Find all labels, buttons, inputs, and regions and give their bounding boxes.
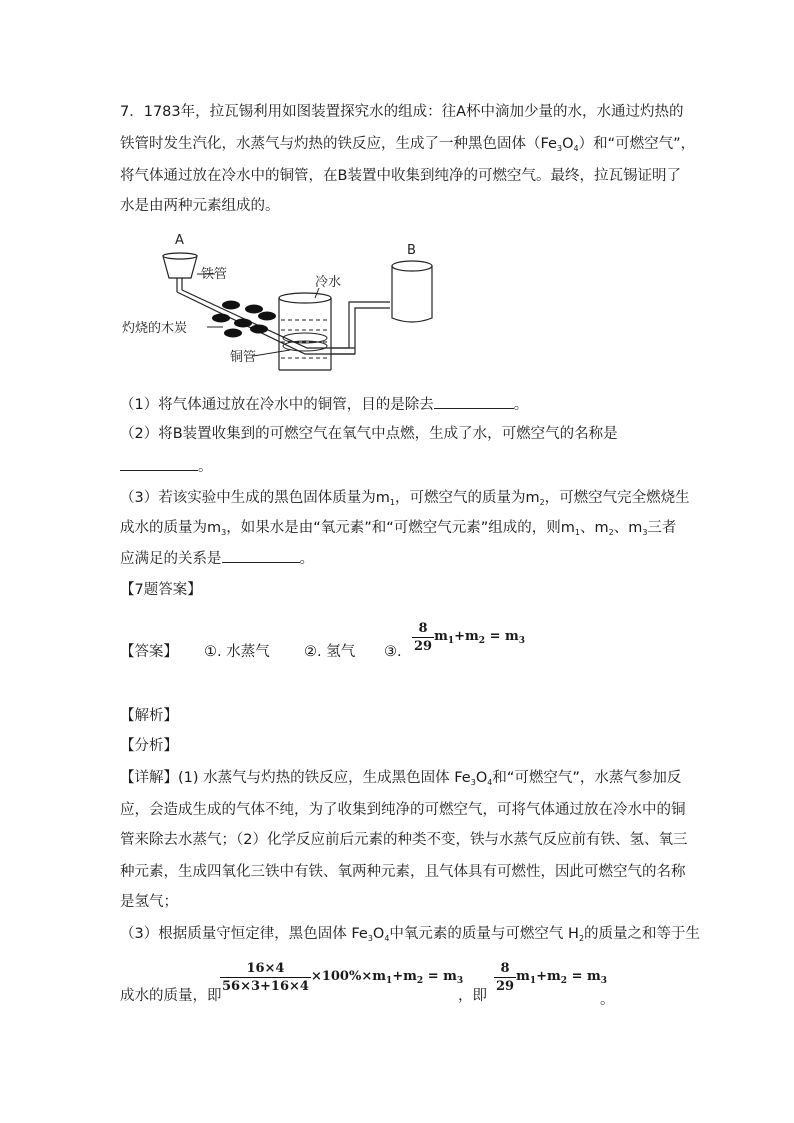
detail-1b: O (475, 770, 488, 786)
subscript: 1 (574, 528, 580, 537)
part-3-line-3 (120, 548, 314, 569)
detail-line-5: 是氢气； (120, 894, 178, 910)
detail-formula-1 (220, 960, 463, 995)
subscript: 3 (367, 934, 373, 943)
part-3d: 成水的质量为m (120, 520, 222, 536)
subscript: 2 (578, 934, 585, 943)
label-b: B (407, 243, 416, 258)
part-3-end: 。 (299, 551, 314, 567)
subscript: 2 (539, 498, 545, 507)
answer-heading: 【7题答案】 (120, 582, 202, 598)
label-charcoal: 灼烧的木炭 (122, 321, 188, 336)
question-line-3: 将气体通过放在冷水中的铜管，在B装置中收集到纯净的可燃空气。最终，拉瓦锡证明了 (120, 168, 681, 184)
answer-2: ②. 氢气 (304, 644, 356, 660)
analysis-heading: 【解析】 (120, 708, 178, 724)
detail-6d: 的质量之和等于生 (584, 926, 701, 942)
subscript: 2 (608, 528, 614, 537)
formula-term: = m (485, 629, 519, 644)
formula-term: +m (536, 969, 561, 984)
answer-blank[interactable] (434, 394, 514, 409)
question-line-2 (120, 134, 695, 159)
detail-6c: 中氧元素的质量与可燃空气 H (389, 926, 579, 942)
part-3i: 应满足的关系是 (120, 551, 222, 567)
detail-line-6 (120, 924, 700, 949)
formula-term: +m (392, 969, 417, 984)
subscript: 2 (478, 636, 486, 646)
part-3f: 、m (579, 520, 609, 536)
part-3-line-1 (120, 488, 690, 513)
charcoal-icon (212, 301, 276, 338)
subscript: 3 (600, 976, 608, 986)
answer-3-formula (412, 620, 525, 655)
fraction-numerator: 8 (494, 960, 516, 978)
part-2-blank-line (120, 456, 213, 477)
part-3-line-2 (120, 518, 676, 543)
subscript: 3 (556, 144, 563, 153)
part-3h: 三者 (647, 520, 677, 536)
fraction-denominator: 56×3+16×4 (222, 979, 309, 994)
subscript: 3 (642, 528, 648, 537)
part-1-text: （1）将气体通过放在冷水中的铜管，目的是除去 (120, 397, 434, 413)
subscript: 3 (518, 636, 526, 646)
part-1-end: 。 (513, 397, 529, 413)
formula-term: = m (423, 969, 457, 984)
fraction-numerator: 8 (412, 620, 434, 638)
part-1 (120, 394, 528, 415)
fraction (494, 960, 516, 995)
subscript: 1 (447, 636, 455, 646)
fraction-denominator: 29 (496, 979, 515, 994)
detail-6b: O (372, 926, 385, 942)
label-copper-pipe: 铜管 (230, 350, 257, 365)
beaker-icon (279, 293, 331, 370)
subscript: 1 (529, 976, 537, 986)
question-line-4: 水是由两种元素组成的。 (120, 198, 280, 214)
subscript: 1 (389, 498, 395, 507)
detail-1c: 和“可燃空气”，水蒸气参加反 (492, 770, 682, 786)
question-line-2a: 铁管时发生汽化，水蒸气与灼热的铁反应，生成了一种黑色固体（Fe (120, 136, 557, 152)
part-3e: ，如果水是由“氧元素”和“可燃空气元素”组成的，则m (226, 520, 575, 536)
label-a: A (175, 233, 184, 248)
part-3g: 、m (613, 520, 643, 536)
subscript: 3 (470, 778, 476, 787)
formula-term: m (434, 629, 448, 644)
iron-pipe (177, 292, 355, 354)
formula-term: m (516, 969, 530, 984)
apparatus-diagram (115, 230, 455, 380)
part-3b: ，可燃空气的质量为m (394, 490, 540, 506)
detail-line-7-end: 。 (600, 992, 615, 1008)
collector-b-icon (392, 261, 432, 322)
formula-term: = m (567, 969, 601, 984)
label-cold-water: 冷水 (315, 275, 342, 290)
detail-line-7-label: 成水的质量，即 (120, 988, 222, 1004)
formula-term: +m (454, 629, 479, 644)
subscript: 4 (384, 934, 390, 943)
detail-1a: 【详解】(1) 水蒸气与灼热的铁反应，生成黑色固体 Fe (120, 770, 471, 786)
question-line-2c: ）和“可燃空气”， (578, 136, 696, 152)
question-line-1: 7．1783年，拉瓦锡利用如图装置探究水的组成：往A杯中滴加少量的水，水通过灼热的 (120, 104, 684, 120)
subscript: 2 (416, 976, 424, 986)
detail-line-3: 管来除去水蒸气；（2）化学反应前后元素的种类不变，铁与水蒸气反应前有铁、氢、氧三 (120, 832, 688, 848)
answer-1: ①. 水蒸气 (204, 644, 270, 660)
subscript: 3 (221, 528, 227, 537)
subscript: 4 (573, 144, 579, 153)
fraction-numerator: 16×4 (220, 960, 311, 978)
answer-blank[interactable] (222, 548, 300, 563)
detail-line-4: 种元素，生成四氧化三铁中有铁、氧两种元素，且气体具有可燃性，因此可燃空气的名称 (120, 864, 686, 880)
fraction (220, 960, 311, 995)
answer-3-label: ③. (384, 644, 402, 660)
formula-term: ×100%×m (310, 969, 386, 984)
detail-6a: （3）根据质量守恒定律，黑色固体 Fe (120, 926, 368, 942)
fraction-denominator: 29 (414, 639, 433, 654)
detail-line-1 (120, 768, 681, 793)
subscript: 4 (487, 778, 493, 787)
part-2-end: 。 (198, 459, 213, 475)
analysis-subheading: 【分析】 (120, 738, 178, 754)
question-line-2b: O (562, 136, 574, 152)
subscript: 2 (560, 976, 568, 986)
part-3c: ，可燃空气完全燃烧生 (544, 490, 690, 506)
answer-blank[interactable] (120, 456, 198, 471)
label-iron-pipe: 铁管 (201, 267, 228, 282)
answer-label: 【答案】 (120, 644, 178, 660)
part-2: （2）将B装置收集到的可燃空气在氧气中点燃，生成了水，可燃空气的名称是 (120, 426, 618, 442)
subscript: 1 (385, 976, 393, 986)
subscript: 3 (456, 976, 464, 986)
detail-line-7-mid: ，即 (458, 988, 487, 1004)
detail-line-2: 应，会造成生成的气体不纯，为了收集到纯净的可燃空气，可将气体通过放在冷水中的铜 (120, 802, 686, 818)
fraction (412, 620, 434, 655)
part-3a: （3）若该实验中生成的黑色固体质量为m (120, 490, 390, 506)
detail-formula-2 (494, 960, 607, 995)
